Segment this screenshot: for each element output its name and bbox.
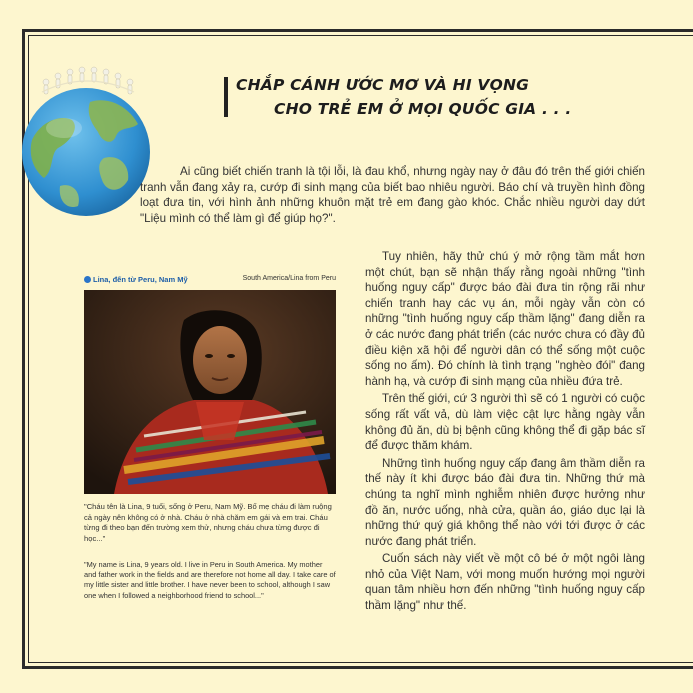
body-paragraph: Trên thế giới, cứ 3 người thì sẽ có 1 người có cuộc sống rất vất vả, dù làm việc cật lực hằng ngày vẫn không đủ ăn, dù bị bệnh cũng không thể đi gặp bác sĩ để được thăm khám. (365, 392, 645, 453)
photo-label-vn-text: Lina, đến từ Peru, Nam Mỹ (93, 275, 188, 284)
body-paragraph: Tuy nhiên, hãy thử chú ý mở rộng tầm mắt hơn một chút, bạn sẽ nhận thấy rằng ngoài những "tình huống nguy cấp" được báo đài đưa tin rộng rãi như chiến tranh hay các vụ án, mỗi ngày vẫn còn có những "tình huống nguy cấp thầm lặng" đang diễn ra ở các nước đang phát triển (các nước chưa có đầy đủ điều kiện xã hội để người dân có thể sống một cuộc sống no ấm). Đó chính là tình trạng "nghèo đói" đang hành hạ, và cướp đi sinh mạng của nhiều đứa trẻ. (365, 250, 645, 388)
portrait-photo (84, 290, 336, 494)
title-line-2: CHO TRẺ EM Ở MỌI QUỐC GIA . . . (274, 100, 572, 118)
photo-caption-en: "My name is Lina, 9 years old. I live in Peru in South America. My mother and father work in the fields and are therefore not home all day. I take care of my little sister and little brother. I have never been to school, although I saw one when I followed a neighborhood friend to school..." (84, 560, 336, 600)
body-paragraph: Những tình huống nguy cấp đang âm thầm diễn ra thế này ít khi được báo đài đưa tin. Những thứ mà chúng ta nghĩ mình nghiễm nhiên được hưởng như đồ ăn, nước uống, nhà cửa, quần áo, giáo dục lại là những thứ quý giá không thể nào với tới được ở các nước đang phát triển. (365, 456, 645, 548)
body-column (365, 249, 645, 616)
page-title (236, 73, 636, 121)
bullet-icon (84, 276, 91, 283)
title-accent-bar (224, 77, 228, 117)
photo-label-vn (84, 275, 188, 284)
body-paragraph: Cuốn sách này viết về một cô bé ở một ngôi làng nhỏ của Việt Nam, với mong muốn hướng mọi người quan tâm nhiều hơn đến những "tình huống nguy cấp thầm lặng" như thế. (365, 552, 645, 613)
photo-caption-vn: "Cháu tên là Lina, 9 tuổi, sống ở Peru, Nam Mỹ. Bố mẹ cháu đi làm ruộng cả ngày nên không có ở nhà. Cháu ở nhà chăm em gái và em trai. Cháu từng đi theo bạn đến trường xem thử, nhưng cháu chưa từng được đi học..." (84, 502, 332, 543)
photo-label-row (84, 275, 336, 289)
title-line-1: CHẮP CÁNH ƯỚC MƠ VÀ HI VỌNG (236, 76, 530, 94)
photo-label-en: South America/Lina from Peru (242, 275, 336, 282)
globe-icon (20, 62, 152, 222)
intro-paragraph (140, 164, 645, 226)
intro-text: Ai cũng biết chiến tranh là tội lỗi, là đau khổ, nhưng ngày nay ở đâu đó trên thế giới chiến tranh vẫn đang xảy ra, cướp đi sinh mạng của biết bao nhiêu người. Báo chí và truyền hình đồng loạt đưa tin, với hình ảnh những khuôn mặt trẻ em đang gào khóc. Chắc nhiều người day dứt "Liệu mình có thể làm gì để giúp họ?". (140, 165, 645, 225)
